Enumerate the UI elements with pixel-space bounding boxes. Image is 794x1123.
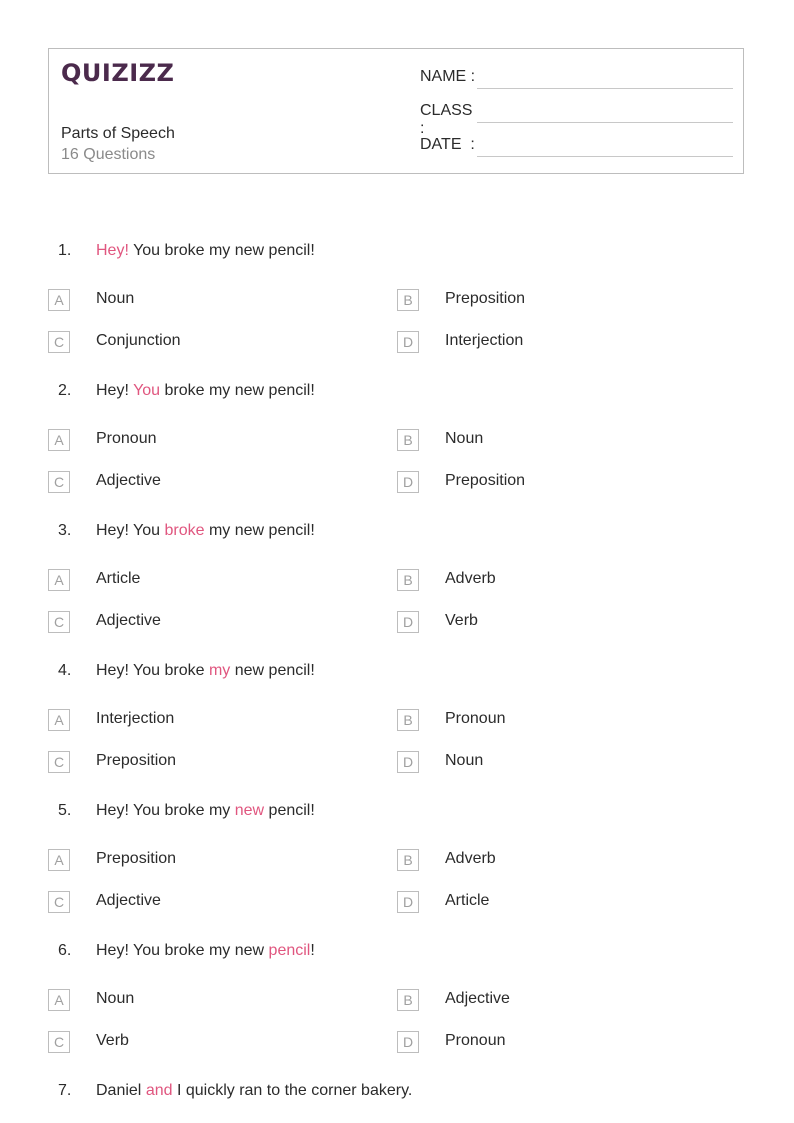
option-letter-box[interactable]: C bbox=[48, 611, 70, 633]
option-text: Pronoun bbox=[445, 1032, 506, 1049]
question bbox=[0, 382, 794, 402]
worksheet-title: Parts of Speech bbox=[61, 125, 175, 142]
option-letter-box[interactable]: B bbox=[397, 849, 419, 871]
highlighted-word: Hey! bbox=[96, 242, 129, 259]
option-letter-box[interactable]: B bbox=[397, 709, 419, 731]
question-number: 3. bbox=[58, 522, 72, 539]
answer-option[interactable] bbox=[48, 849, 348, 873]
option-letter-box[interactable]: B bbox=[397, 989, 419, 1011]
option-letter-box[interactable]: D bbox=[397, 471, 419, 493]
option-text: Adjective bbox=[96, 612, 161, 629]
option-letter-box[interactable]: D bbox=[397, 1031, 419, 1053]
answer-option[interactable] bbox=[397, 289, 697, 313]
question-text-before: Hey! You broke bbox=[96, 662, 209, 679]
question-text-before: Hey! You broke my bbox=[96, 802, 235, 819]
option-text: Adjective bbox=[445, 990, 510, 1007]
option-letter-box[interactable]: B bbox=[397, 569, 419, 591]
question bbox=[0, 1082, 794, 1102]
answer-option[interactable] bbox=[397, 611, 697, 635]
question-text-before: Hey! You broke my new bbox=[96, 942, 269, 959]
option-letter-box[interactable]: D bbox=[397, 331, 419, 353]
option-letter-box[interactable]: C bbox=[48, 1031, 70, 1053]
question-count: 16 Questions bbox=[61, 146, 156, 163]
answer-option[interactable] bbox=[397, 751, 697, 775]
question-text-after: I quickly ran to the corner bakery. bbox=[172, 1082, 413, 1099]
question-text bbox=[96, 1082, 412, 1100]
answer-option[interactable] bbox=[397, 891, 697, 915]
highlighted-word: broke bbox=[164, 522, 205, 539]
option-text: Verb bbox=[96, 1032, 129, 1049]
option-text: Conjunction bbox=[96, 332, 181, 349]
answer-option[interactable] bbox=[397, 989, 697, 1013]
name-field[interactable] bbox=[420, 68, 476, 88]
highlighted-word: You bbox=[133, 382, 161, 399]
question-text bbox=[96, 802, 315, 820]
option-letter-box[interactable]: C bbox=[48, 891, 70, 913]
option-text: Interjection bbox=[96, 710, 175, 727]
date-label: DATE : bbox=[420, 136, 475, 153]
option-letter-box[interactable]: B bbox=[397, 289, 419, 311]
question-text bbox=[96, 662, 315, 680]
question bbox=[0, 522, 794, 542]
answer-option[interactable] bbox=[48, 709, 348, 733]
option-text: Adjective bbox=[96, 892, 161, 909]
question-text-after: pencil! bbox=[264, 802, 315, 819]
option-text: Pronoun bbox=[96, 430, 157, 447]
answer-option[interactable] bbox=[48, 611, 348, 635]
option-text: Preposition bbox=[96, 752, 177, 769]
highlighted-word: new bbox=[234, 802, 265, 819]
name-line[interactable] bbox=[477, 88, 733, 89]
answer-option[interactable] bbox=[48, 989, 348, 1013]
option-letter-box[interactable]: A bbox=[48, 289, 70, 311]
answer-option[interactable] bbox=[397, 471, 697, 495]
option-letter-box[interactable]: C bbox=[48, 471, 70, 493]
option-text: Adverb bbox=[445, 570, 496, 587]
question bbox=[0, 662, 794, 682]
question-text-after: You broke my new pencil! bbox=[128, 242, 315, 259]
option-text: Noun bbox=[445, 430, 484, 447]
option-text: Noun bbox=[96, 290, 135, 307]
option-letter-box[interactable]: A bbox=[48, 849, 70, 871]
option-letter-box[interactable]: A bbox=[48, 989, 70, 1011]
question-number: 7. bbox=[58, 1082, 72, 1099]
option-text: Pronoun bbox=[445, 710, 506, 727]
option-letter-box[interactable]: A bbox=[48, 569, 70, 591]
question-number: 4. bbox=[58, 662, 72, 679]
question bbox=[0, 242, 794, 262]
option-text: Adverb bbox=[445, 850, 496, 867]
question-text bbox=[96, 522, 315, 540]
class-label: CLASS : bbox=[420, 102, 473, 137]
question-text-before: Hey! You bbox=[96, 522, 165, 539]
question bbox=[0, 942, 794, 962]
date-field[interactable] bbox=[420, 136, 476, 156]
question-text-after: broke my new pencil! bbox=[160, 382, 315, 399]
option-text: Noun bbox=[96, 990, 135, 1007]
answer-option[interactable] bbox=[48, 569, 348, 593]
option-text: Preposition bbox=[445, 290, 526, 307]
name-label: NAME : bbox=[420, 68, 476, 85]
date-line[interactable] bbox=[477, 156, 733, 157]
question-number: 6. bbox=[58, 942, 72, 959]
question bbox=[0, 802, 794, 822]
answer-option[interactable] bbox=[397, 569, 697, 593]
answer-option[interactable] bbox=[397, 1031, 697, 1055]
option-letter-box[interactable]: C bbox=[48, 331, 70, 353]
option-letter-box[interactable]: D bbox=[397, 751, 419, 773]
answer-option[interactable] bbox=[48, 471, 348, 495]
answer-option[interactable] bbox=[397, 709, 697, 733]
class-field[interactable] bbox=[420, 102, 476, 137]
question-number: 2. bbox=[58, 382, 72, 399]
option-letter-box[interactable]: C bbox=[48, 751, 70, 773]
option-letter-box[interactable]: A bbox=[48, 429, 70, 451]
option-text: Preposition bbox=[445, 472, 526, 489]
question-text-before: Daniel bbox=[96, 1082, 146, 1099]
question-text-after: ! bbox=[310, 942, 315, 959]
question-text bbox=[96, 242, 315, 260]
answer-option[interactable] bbox=[48, 891, 348, 915]
highlighted-word: my bbox=[208, 662, 231, 679]
question-text bbox=[96, 942, 315, 960]
worksheet-header bbox=[48, 48, 744, 174]
option-text: Interjection bbox=[445, 332, 524, 349]
answer-option[interactable] bbox=[397, 331, 697, 355]
option-text: Adjective bbox=[96, 472, 161, 489]
answer-option[interactable] bbox=[48, 429, 348, 453]
option-text: Noun bbox=[445, 752, 484, 769]
option-letter-box[interactable]: B bbox=[397, 429, 419, 451]
highlighted-word: pencil bbox=[268, 942, 311, 959]
option-letter-box[interactable]: A bbox=[48, 709, 70, 731]
question-text bbox=[96, 382, 315, 400]
option-text: Verb bbox=[445, 612, 478, 629]
option-text: Preposition bbox=[96, 850, 177, 867]
answer-option[interactable] bbox=[48, 331, 348, 355]
class-line[interactable] bbox=[477, 122, 733, 123]
answer-option[interactable] bbox=[397, 429, 697, 453]
option-letter-box[interactable]: D bbox=[397, 891, 419, 913]
option-letter-box[interactable]: D bbox=[397, 611, 419, 633]
quizizz-logo: QUIZIZZ bbox=[61, 59, 175, 87]
highlighted-word: and bbox=[145, 1082, 173, 1099]
answer-option[interactable] bbox=[48, 1031, 348, 1055]
answer-option[interactable] bbox=[397, 849, 697, 873]
answer-option[interactable] bbox=[48, 751, 348, 775]
option-text: Article bbox=[445, 892, 490, 909]
question-text-before: Hey! bbox=[96, 382, 134, 399]
question-text-after: new pencil! bbox=[230, 662, 315, 679]
option-text: Article bbox=[96, 570, 141, 587]
question-text-after: my new pencil! bbox=[204, 522, 315, 539]
answer-option[interactable] bbox=[48, 289, 348, 313]
question-number: 1. bbox=[58, 242, 72, 259]
question-number: 5. bbox=[58, 802, 72, 819]
